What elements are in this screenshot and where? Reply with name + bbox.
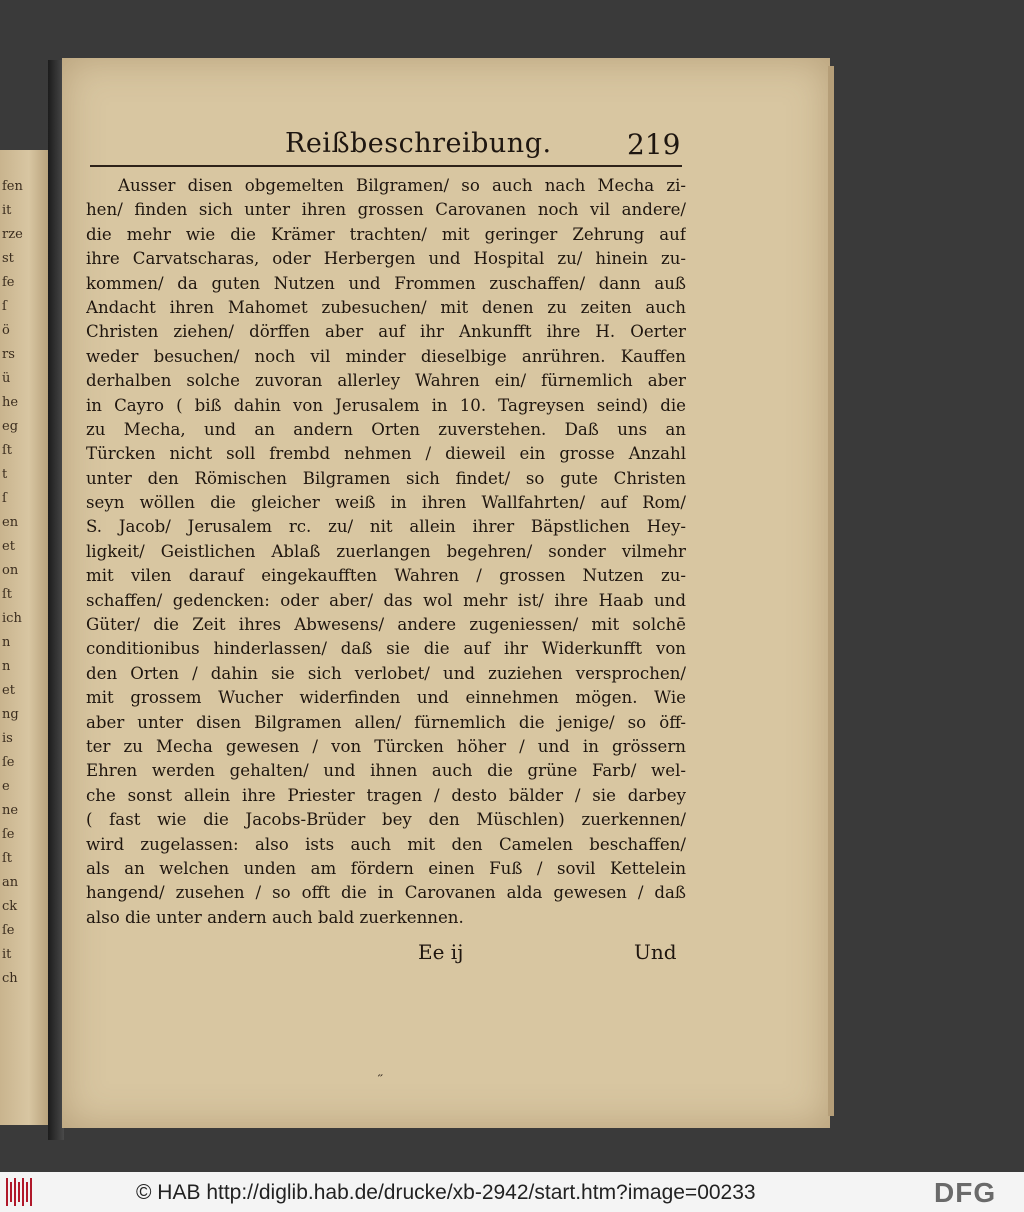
text-line: conditionibus hinderlassen/ daß sie die auf ihr Widerkunfft von — [86, 639, 686, 659]
text-line: ligkeit/ Geistlichen Ablaß zuerlangen begehren/ sonder vilmehr — [86, 541, 686, 561]
text-line: hangend/ zusehen / so offt die in Carovanen alda gewesen / daß — [86, 883, 686, 903]
text-line: Ausser disen obgemelten Bilgramen/ so auch nach Mecha zi- — [118, 176, 686, 195]
text-line: Güter/ die Zeit ihres Abwesens/ andere zugeniessen/ mit solchē — [86, 615, 686, 635]
text-line: zu Mecha, und an andern Orten zuverstehen. Daß uns an — [86, 419, 686, 439]
text-line: aber unter disen Bilgramen allen/ fürnemlich die jenige/ so öff- — [86, 712, 686, 732]
text-line: mit vilen darauf eingekaufften Wahren / grossen Nutzen zu- — [86, 566, 686, 586]
text-line: ter zu Mecha gewesen / von Türcken höher / und in grössern — [86, 736, 686, 756]
text-line: Türcken nicht soll frembd nehmen / dieweil ein grosse Anzahl — [86, 444, 686, 464]
page-edge — [828, 66, 834, 1116]
text-line: che sonst allein ihre Priester tragen / desto bälder / sie darbey — [86, 785, 686, 805]
previous-page-text-fragments: fen it rze st fe ſ ö rs ü he eg ſt t ſ en et on ſt ich n n et ng is ſe e ne ſe ſt an ck ſe it ch — [2, 179, 23, 986]
text-line: in Cayro ( biß dahin von Jerusalem in 10. Tagreysen seind) die — [86, 395, 686, 415]
text-line: mit grossem Wucher widerfinden und einnehmen mögen. Wie — [86, 688, 686, 708]
hab-logo-icon — [6, 1178, 36, 1206]
text-line: ihre Carvatscharas, oder Herbergen und Hospital zu/ hinein zu- — [86, 249, 686, 269]
text-line: als an welchen unden am fördern einen Fuß / sovil Kettelein — [86, 858, 686, 878]
copyright-url[interactable]: © HAB http://diglib.hab.de/drucke/xb-2942/start.htm?image=00233 — [136, 1181, 756, 1204]
text-line: seyn wöllen die gleicher weiß in ihren Wallfahrten/ auf Rom/ — [86, 493, 686, 513]
body-text — [86, 174, 686, 930]
dfg-logo: DFG — [934, 1177, 997, 1208]
ink-mark: ˶ — [378, 1066, 383, 1082]
text-line: unter den Römischen Bilgramen sich findet/ so gute Christen — [86, 468, 686, 488]
text-line: Andacht ihren Mahomet zubesuchen/ mit denen zu zeiten auch — [86, 297, 686, 317]
text-line: weder besuchen/ noch vil minder dieselbige anrühren. Kauffen — [86, 346, 686, 366]
text-line: kommen/ da guten Nutzen und Frommen zuschaffen/ dann auß — [86, 273, 686, 293]
text-line: die mehr wie die Krämer trachten/ mit geringer Zehrung auf — [86, 224, 686, 244]
text-line: hen/ finden sich unter ihren grossen Carovanen noch vil andere/ — [86, 200, 686, 220]
running-head: Reißbeschreibung. — [285, 128, 552, 159]
text-line: Ehren werden gehalten/ und ihnen auch die grüne Farb/ wel- — [86, 761, 686, 781]
signature-mark: Ee ij — [418, 940, 464, 964]
text-line: ( fast wie die Jacobs-Brüder bey den Müschlen) zuerkennen/ — [86, 810, 686, 830]
text-line: Christen ziehen/ dörffen aber auf ihr Ankunfft ihre H. Oerter — [86, 322, 686, 342]
catchword: Und — [634, 940, 677, 964]
text-line: schaffen/ gedencken: oder aber/ das wol mehr ist/ ihre Haab und — [86, 590, 686, 610]
text-line: den Orten / dahin sie sich verlobet/ und zuziehen versprochen/ — [86, 663, 686, 683]
header-rule — [90, 165, 682, 167]
footer-bar — [0, 1172, 1024, 1212]
text-line: wird zugelassen: also ists auch mit den Camelen beschaffen/ — [86, 834, 686, 854]
text-line: also die unter andern auch bald zuerkennen. — [86, 907, 464, 927]
text-line: S. Jacob/ Jerusalem rc. zu/ nit allein ihrer Bäpstlichen Hey- — [86, 517, 686, 537]
text-line: derhalben solche zuvoran allerley Wahren ein/ fürnemlich aber — [86, 371, 686, 391]
page-number: 219 — [627, 128, 681, 161]
